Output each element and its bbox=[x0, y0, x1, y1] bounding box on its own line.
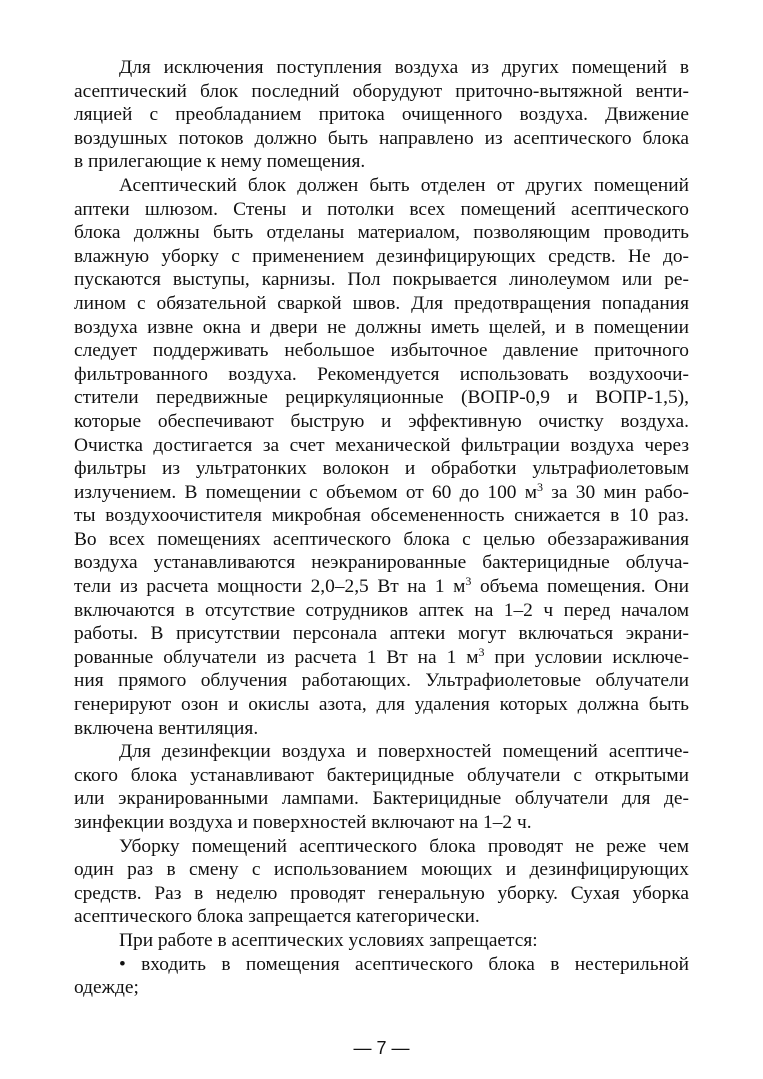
text-segment: зинфекции воздуха и поверхностей включают на 1–2 ч. bbox=[74, 812, 532, 833]
text-segment: рованные облучатели из расчета 1 Вт на 1 м bbox=[74, 646, 479, 668]
text-line bbox=[74, 693, 689, 717]
text-line bbox=[74, 434, 689, 458]
text-line bbox=[74, 835, 689, 859]
text-segment: лином с обязательной сваркой швов. Для предотвращения попадания bbox=[74, 292, 689, 314]
text-line bbox=[74, 740, 689, 764]
text-line bbox=[74, 410, 689, 434]
text-segment: влажную уборку с применением дезинфицирующих средств. Не до- bbox=[74, 245, 689, 267]
superscript: 3 bbox=[478, 644, 485, 659]
text-line bbox=[74, 575, 689, 599]
text-line bbox=[74, 56, 689, 80]
text-segment: при условии исключе- bbox=[484, 646, 689, 668]
text-segment: объема помещения. Они bbox=[471, 576, 689, 598]
paragraph bbox=[74, 174, 689, 740]
text-line bbox=[74, 316, 689, 340]
text-line bbox=[74, 953, 689, 977]
paragraph bbox=[74, 929, 689, 953]
text-segment: за 30 мин рабо- bbox=[543, 481, 689, 503]
text-line bbox=[74, 882, 689, 906]
text-segment: Асептический блок должен быть отделен от других помещений bbox=[119, 174, 689, 196]
text-line bbox=[74, 127, 689, 151]
text-line bbox=[74, 363, 689, 387]
text-segment: Уборку помещений асептического блока проводят не реже чем bbox=[119, 835, 689, 857]
text-segment: включаются в отсутствие сотрудников аптек на 1–2 ч перед началом bbox=[74, 599, 689, 621]
text-line bbox=[74, 646, 689, 670]
text-line bbox=[74, 292, 689, 316]
text-segment: Для исключения поступления воздуха из других помещений в bbox=[119, 57, 689, 78]
text-line bbox=[74, 386, 689, 410]
text-segment: блока должны быть отделаны материалом, позволяющим проводить bbox=[74, 222, 689, 244]
text-line bbox=[74, 787, 689, 811]
text-line bbox=[74, 858, 689, 882]
superscript: 3 bbox=[537, 479, 544, 494]
paragraph bbox=[74, 953, 689, 1000]
text-segment: воздуха извне окна и двери не должны иметь щелей, и в помещении bbox=[74, 316, 689, 338]
text-segment: генерируют озон и окислы азота, для удаления которых должна быть bbox=[74, 694, 689, 716]
text-line bbox=[74, 976, 689, 1000]
text-line bbox=[74, 764, 689, 788]
text-line bbox=[74, 457, 689, 481]
text-segment: асептический блок последний оборудуют приточно-вытяжной венти- bbox=[74, 80, 689, 102]
text-line bbox=[74, 929, 689, 953]
text-segment: ты воздухоочистителя микробная обсемененность снижается в 10 раз. bbox=[74, 505, 689, 527]
paragraph bbox=[74, 56, 689, 174]
page-number: — 7 — bbox=[353, 1038, 410, 1058]
text-segment: фильтрованного воздуха. Рекомендуется использовать воздухоочи- bbox=[74, 363, 689, 385]
text-segment: работы. В присутствии персонала аптеки могут включаться экрани- bbox=[74, 623, 689, 645]
text-line bbox=[74, 481, 689, 505]
text-line bbox=[74, 198, 689, 222]
body-text bbox=[74, 56, 689, 1000]
text-line bbox=[74, 245, 689, 269]
text-segment: средств. Раз в неделю проводят генеральную уборку. Сухая уборка bbox=[74, 882, 689, 904]
text-segment: следует поддерживать небольшое избыточное давление приточного bbox=[74, 340, 689, 362]
text-segment: излучением. В помещении с объемом от 60 до 100 м bbox=[74, 481, 538, 503]
text-line bbox=[74, 80, 689, 104]
text-line bbox=[74, 669, 689, 693]
text-segment: пускаются выступы, карнизы. Пол покрывается линолеумом или ре- bbox=[74, 269, 689, 291]
text-segment: асептического блока запрещается категорически. bbox=[74, 906, 480, 928]
text-line bbox=[74, 339, 689, 363]
text-line bbox=[74, 504, 689, 528]
text-segment: стители передвижные рециркуляционные (ВОПР-0,9 и ВОПР-1,5), bbox=[74, 387, 689, 409]
text-segment: включена вентиляция. bbox=[74, 717, 259, 739]
paragraph bbox=[74, 740, 689, 834]
text-segment: одежде; bbox=[74, 977, 139, 999]
text-segment: фильтры из ультратонких волокон и обработки ультрафиолетовым bbox=[74, 458, 689, 480]
text-line bbox=[74, 174, 689, 198]
text-segment: Во всех помещениях асептического блока с целью обеззараживания bbox=[74, 528, 689, 550]
text-line bbox=[74, 717, 689, 741]
text-segment: ляцией с преобладанием притока очищенного воздуха. Движение bbox=[74, 104, 689, 126]
text-segment: Для дезинфекции воздуха и поверхностей помещений асептиче- bbox=[119, 741, 689, 763]
text-line bbox=[74, 551, 689, 575]
text-line bbox=[74, 268, 689, 292]
text-segment: один раз в смену с использованием моющих и дезинфицирующих bbox=[74, 859, 689, 881]
text-line bbox=[74, 811, 689, 835]
text-segment: • входить в помещения асептического блока в нестерильной bbox=[119, 953, 689, 975]
text-line bbox=[74, 528, 689, 552]
paragraph bbox=[74, 835, 689, 929]
text-segment: ского блока устанавливают бактерицидные облучатели с открытыми bbox=[74, 764, 689, 786]
text-line bbox=[74, 221, 689, 245]
text-segment: воздушных потоков должно быть направлено из асептического блока bbox=[74, 127, 689, 149]
text-line bbox=[74, 622, 689, 646]
superscript: 3 bbox=[465, 574, 472, 589]
text-segment: аптеки шлюзом. Стены и потолки всех помещений асептического bbox=[74, 198, 689, 220]
text-segment: тели из расчета мощности 2,0–2,5 Вт на 1 м bbox=[74, 576, 466, 598]
text-segment: в прилегающие к нему помещения. bbox=[74, 151, 366, 173]
text-segment: которые обеспечивают быструю и эффективную очистку воздуха. bbox=[74, 410, 689, 432]
text-line bbox=[74, 103, 689, 127]
text-line bbox=[74, 905, 689, 929]
text-segment: Очистка достигается за счет механической фильтрации воздуха через bbox=[74, 434, 689, 456]
text-segment: ния прямого облучения работающих. Ультрафиолетовые облучатели bbox=[74, 670, 689, 692]
text-segment: При работе в асептических условиях запрещается: bbox=[119, 929, 538, 951]
text-line bbox=[74, 150, 689, 174]
text-line bbox=[74, 599, 689, 623]
text-segment: воздуха устанавливаются неэкранированные бактерицидные облуча- bbox=[74, 552, 689, 574]
text-segment: или экранированными лампами. Бактерицидные облучатели для де- bbox=[74, 788, 689, 810]
